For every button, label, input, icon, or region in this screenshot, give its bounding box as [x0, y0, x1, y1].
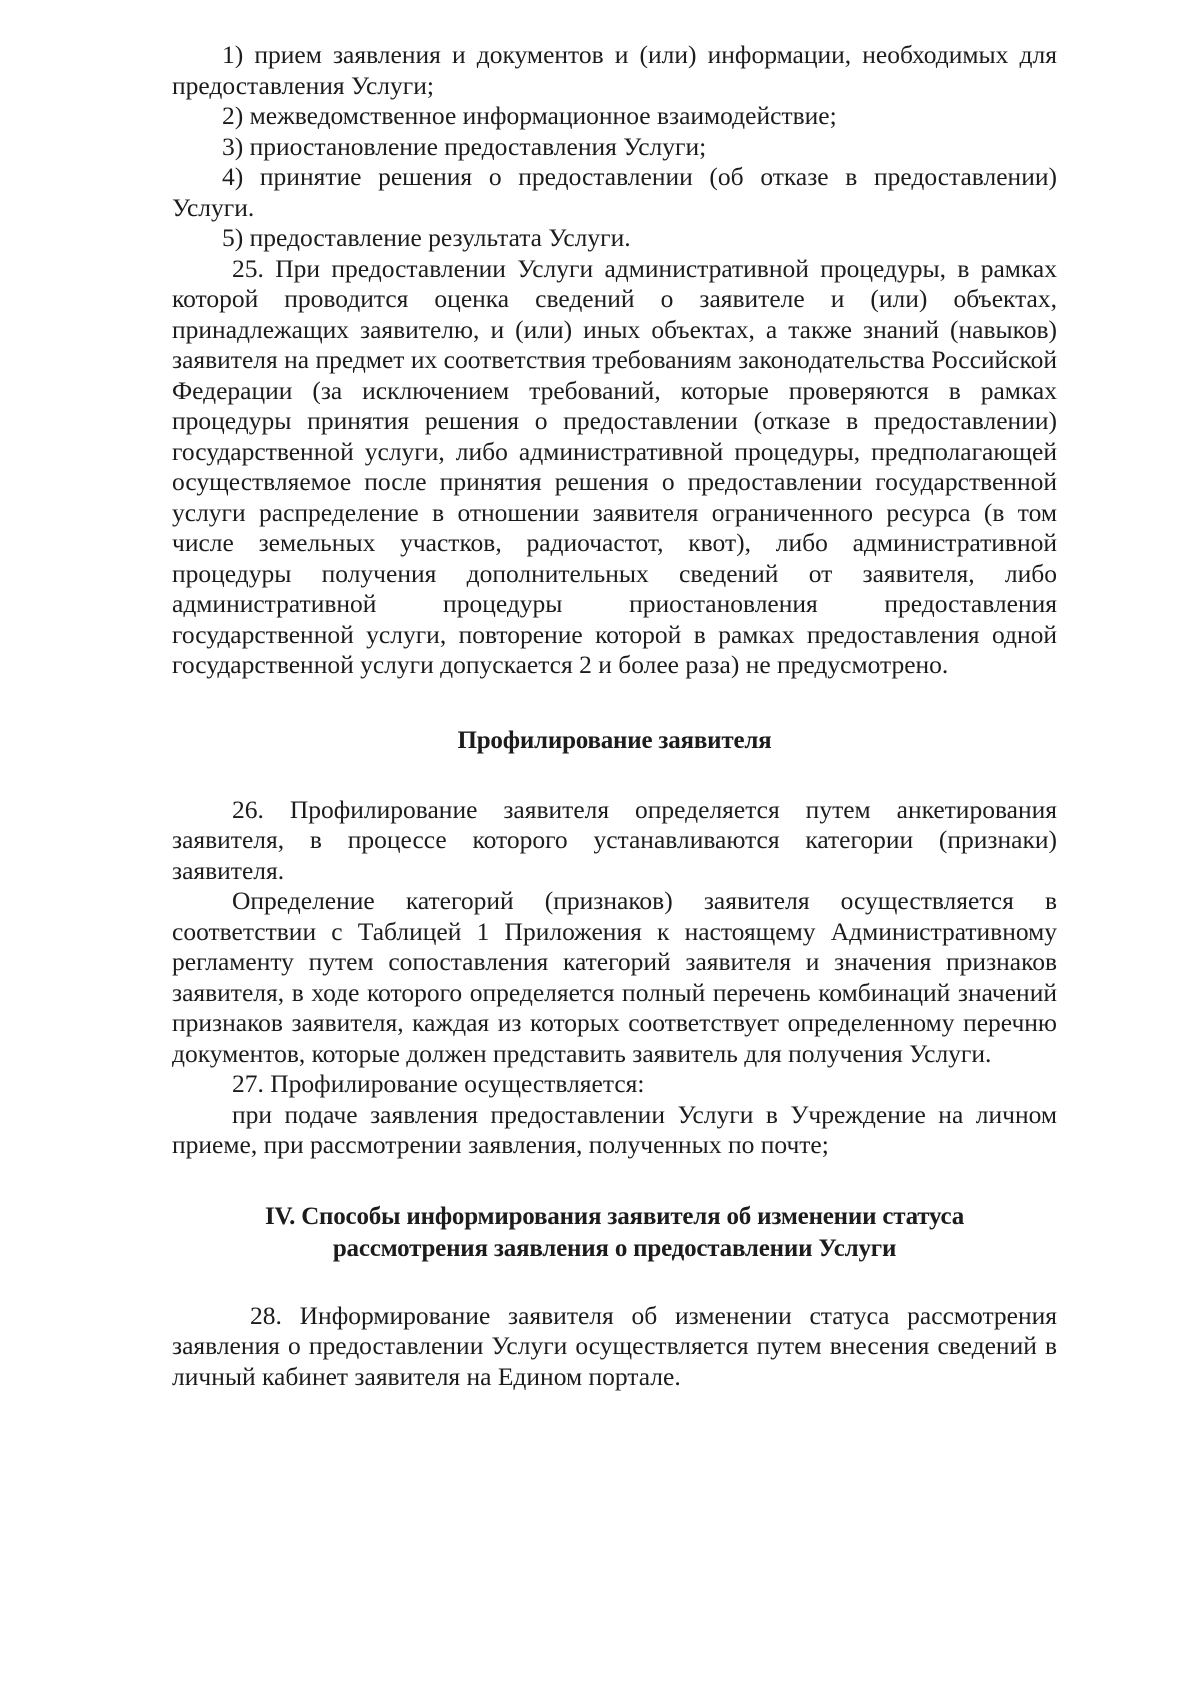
- document-page: [172, 40, 1057, 1392]
- paragraph-25: 25. При предоставлении Услуги административной процедуры, в рамках которой проводится оценка сведений о заявителе и (или) объектах, принадлежащих заявителю, и (или) иных объектах, а также знаний (навыков) заявителя на предмет их соответствия требованиям законодательства Российской Федерации (за исключением требований, которые проверяются в рамках процедуры принятия решения о предоставлении (отказе в предоставлении) государственной услуги, либо административной процедуры, предполагающей осуществляемое после принятия решения о предоставлении государственной услуги распределение в отношении заявителя ограниченного ресурса (в том числе земельных участков, радиочастот, квот), либо административной процедуры получения дополнительных сведений от заявителя, либо административной процедуры приостановления предоставления государственной услуги, повторение которой в рамках предоставления одной государственной услуги допускается 2 и более раза) не предусмотрено.: [172, 253, 1057, 679]
- paragraph-27: 27. Профилирование осуществляется:: [232, 1069, 645, 1098]
- section-title-profiling: Профилирование заявителя: [457, 726, 772, 754]
- list-item-4: 4) принятие решения о предоставлении (об отказе в предоставлении) Услуги.: [172, 162, 1057, 222]
- section-title-iv-line1: IV. Способы информирования заявителя об изменении статуса: [264, 1202, 965, 1230]
- list-item-2: 2) межведомственное информационное взаимодействие;: [222, 101, 837, 130]
- section-title-iv-line2: рассмотрения заявления о предоставлении Услуги: [332, 1234, 897, 1262]
- paragraph-28: 28. Информирование заявителя об изменении статуса рассмотрения заявления о предоставлении Услуги осуществляется путем внесения сведений в личный кабинет заявителя на Едином портале.: [172, 1300, 1057, 1391]
- list-item-5: 5) предоставление результата Услуги.: [222, 223, 631, 252]
- paragraph-26-definition: Определение категорий (признаков) заявителя осуществляется в соответствии с Таблицей 1 Приложения к настоящему Административному регламенту путем сопоставления категорий заявителя и значения признаков заявителя, в ходе которого определяется полный перечень комбинаций значений признаков заявителя, каждая из которых соответствует определенному перечню документов, которые должен представить заявитель для получения Услуги.: [172, 886, 1057, 1068]
- list-item-1: 1) прием заявления и документов и (или) информации, необходимых для предоставления Услуги;: [172, 40, 1057, 100]
- paragraph-27-item: при подаче заявления предоставлении Услуги в Учреждение на личном приеме, при рассмотрении заявления, полученных по почте;: [172, 1099, 1057, 1159]
- paragraph-26: 26. Профилирование заявителя определяется путем анкетирования заявителя, в процессе которого устанавливаются категории (признаки) заявителя.: [172, 794, 1057, 885]
- list-item-3: 3) приостановление предоставления Услуги;: [222, 131, 707, 161]
